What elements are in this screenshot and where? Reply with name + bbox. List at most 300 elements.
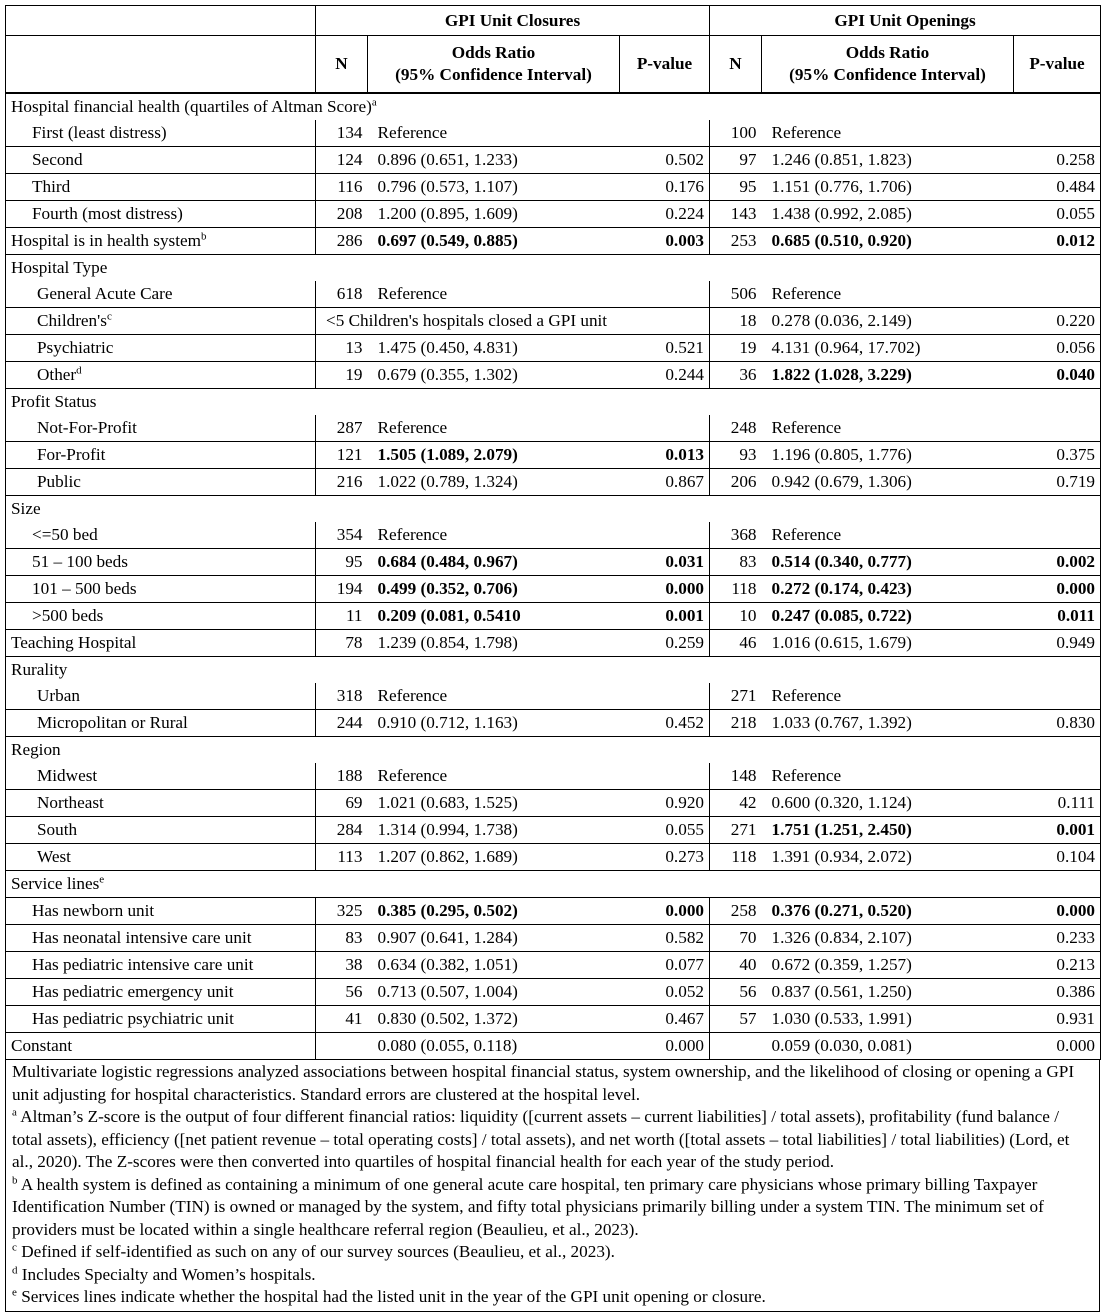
closures-p-value: 0.055 [620, 817, 710, 844]
row-label: Has pediatric emergency unit [32, 982, 234, 1001]
openings-p-value [1014, 415, 1101, 442]
closures-n: 286 [316, 228, 368, 255]
row-label: 51 – 100 beds [32, 552, 128, 571]
header-row-columns [6, 36, 1101, 94]
openings-p-value: 0.011 [1014, 603, 1101, 630]
openings-n: 42 [710, 790, 762, 817]
openings-odds-ratio: 1.751 (1.251, 2.450) [762, 817, 1014, 844]
row-label-cell [6, 335, 316, 362]
row-label: West [37, 847, 71, 866]
row-label: >500 beds [32, 606, 104, 625]
openings-n-header: N [710, 36, 762, 94]
openings-odds-ratio: 0.600 (0.320, 1.124) [762, 790, 1014, 817]
closures-p-value [620, 281, 710, 308]
closures-p-value: 0.244 [620, 362, 710, 389]
table-row [6, 120, 1101, 147]
openings-p-value: 0.040 [1014, 362, 1101, 389]
closures-p-value: 0.000 [620, 898, 710, 925]
or-header-line2: (95% Confidence Interval) [395, 65, 592, 84]
openings-p-value: 0.931 [1014, 1006, 1101, 1033]
openings-odds-ratio: Reference [771, 123, 842, 142]
table-row [6, 281, 1101, 308]
note-d-mark: d [12, 1263, 18, 1276]
closures-n-header: N [316, 36, 368, 94]
closures-odds-ratio: Reference [377, 766, 448, 785]
note-b [12, 1174, 1093, 1242]
row-label: Urban [37, 686, 80, 705]
openings-or-header [762, 36, 1014, 94]
openings-p-value: 0.000 [1014, 898, 1101, 925]
closures-n: 284 [316, 817, 368, 844]
openings-n: 100 [710, 120, 762, 147]
note-intro: Multivariate logistic regressions analyzed associations between hospital financial status, system ownership, and the likelihood of closing or opening a GPI unit adjusting for hospital characteristics. Standard errors are clustered at the hospital level. [12, 1062, 1075, 1104]
row-label: Psychiatric [37, 338, 114, 357]
closures-n: 56 [316, 979, 368, 1006]
row-label: First (least distress) [32, 123, 167, 142]
table-row [6, 522, 1101, 549]
openings-p-value [1014, 120, 1101, 147]
section-row [6, 255, 1101, 282]
openings-p-value [1014, 522, 1101, 549]
note-a [12, 1106, 1093, 1174]
closures-n: 325 [316, 898, 368, 925]
row-label-cell [6, 201, 316, 228]
row-label: Midwest [37, 766, 98, 785]
header-blank-cell [6, 6, 316, 36]
closures-p-value: 0.000 [620, 576, 710, 603]
openings-n: 83 [710, 549, 762, 576]
openings-p-value: 0.111 [1014, 790, 1101, 817]
openings-p-value [1014, 281, 1101, 308]
openings-n: 57 [710, 1006, 762, 1033]
note-c-mark: c [12, 1241, 17, 1254]
row-label-cell [6, 630, 316, 657]
table-row [6, 576, 1101, 603]
openings-n: 46 [710, 630, 762, 657]
or-header-line2: (95% Confidence Interval) [789, 65, 986, 84]
closures-p-value: 0.077 [620, 952, 710, 979]
note-e [12, 1286, 1093, 1309]
note-c-text: Defined if self-identified as such on any of our survey sources (Beaulieu, et al., 2023). [21, 1242, 615, 1261]
closures-p-value: 0.031 [620, 549, 710, 576]
table-row [6, 898, 1101, 925]
openings-n: 19 [710, 335, 762, 362]
section-row [6, 871, 1101, 898]
closures-odds-ratio: Reference [377, 284, 448, 303]
openings-n: 36 [710, 362, 762, 389]
closures-odds-ratio: 1.314 (0.994, 1.738) [368, 817, 620, 844]
openings-n: 148 [710, 763, 762, 790]
closures-p-value [620, 415, 710, 442]
closures-p-value [620, 683, 710, 710]
row-label-cell [6, 147, 316, 174]
note-e-text: Services lines indicate whether the hospital had the listed unit in the year of the GPI unit opening or closure. [21, 1287, 766, 1306]
closures-odds-ratio: 1.239 (0.854, 1.798) [368, 630, 620, 657]
closures-n: 618 [316, 281, 368, 308]
openings-n: 93 [710, 442, 762, 469]
openings-p-value: 0.949 [1014, 630, 1101, 657]
closures-n: 83 [316, 925, 368, 952]
openings-p-value: 0.012 [1014, 228, 1101, 255]
table-row [6, 147, 1101, 174]
row-label-cell [6, 1033, 316, 1060]
openings-p-value: 0.000 [1014, 576, 1101, 603]
openings-odds-ratio: 0.837 (0.561, 1.250) [762, 979, 1014, 1006]
closures-odds-ratio: 0.907 (0.641, 1.284) [368, 925, 620, 952]
table-row [6, 817, 1101, 844]
row-label: Has pediatric psychiatric unit [32, 1009, 234, 1028]
row-label: General Acute Care [37, 284, 173, 303]
closures-n: 113 [316, 844, 368, 871]
openings-n: 40 [710, 952, 762, 979]
openings-odds-ratio: 0.059 (0.030, 0.081) [762, 1033, 1014, 1060]
header-blank-cell [6, 36, 316, 94]
openings-p-value: 0.258 [1014, 147, 1101, 174]
closures-odds-ratio: 1.021 (0.683, 1.525) [368, 790, 620, 817]
closures-odds-ratio: 0.796 (0.573, 1.107) [368, 174, 620, 201]
openings-odds-ratio: Reference [771, 766, 842, 785]
closures-n: 134 [316, 120, 368, 147]
openings-p-value: 0.386 [1014, 979, 1101, 1006]
table-row [6, 549, 1101, 576]
openings-odds-ratio: 1.016 (0.615, 1.679) [762, 630, 1014, 657]
openings-odds-ratio: 0.672 (0.359, 1.257) [762, 952, 1014, 979]
closures-odds-ratio: 1.200 (0.895, 1.609) [368, 201, 620, 228]
table-row [6, 442, 1101, 469]
row-label-cell [6, 737, 1101, 764]
row-label: Constant [11, 1036, 73, 1055]
openings-n: 143 [710, 201, 762, 228]
openings-n: 97 [710, 147, 762, 174]
openings-odds-ratio: 1.822 (1.028, 3.229) [762, 362, 1014, 389]
openings-odds-ratio: Reference [771, 525, 842, 544]
row-label-cell [6, 844, 316, 871]
closures-n: 244 [316, 710, 368, 737]
openings-n: 271 [710, 817, 762, 844]
closures-odds-ratio: 0.080 (0.055, 0.118) [368, 1033, 620, 1060]
section-row [6, 93, 1101, 120]
closures-p-value: 0.259 [620, 630, 710, 657]
openings-n: 10 [710, 603, 762, 630]
row-label-cell [6, 522, 316, 549]
table-row [6, 710, 1101, 737]
closures-n: 354 [316, 522, 368, 549]
openings-n: 56 [710, 979, 762, 1006]
openings-odds-ratio: 1.033 (0.767, 1.392) [762, 710, 1014, 737]
table-row [6, 790, 1101, 817]
row-label-cell [6, 255, 1101, 282]
closures-n: 19 [316, 362, 368, 389]
closures-odds-ratio: 0.684 (0.484, 0.967) [368, 549, 620, 576]
row-label-cell [6, 442, 316, 469]
row-label: Third [32, 177, 71, 196]
openings-p-value: 0.055 [1014, 201, 1101, 228]
openings-n: 506 [710, 281, 762, 308]
closures-p-value: 0.467 [620, 1006, 710, 1033]
openings-odds-ratio: Reference [771, 284, 842, 303]
note-c [12, 1241, 1093, 1264]
row-label: Northeast [37, 793, 104, 812]
row-label: Has neonatal intensive care unit [32, 928, 252, 947]
table-row [6, 844, 1101, 871]
openings-n: 271 [710, 683, 762, 710]
note-e-mark: e [12, 1286, 17, 1299]
openings-odds-ratio: 0.942 (0.679, 1.306) [762, 469, 1014, 496]
section-row [6, 657, 1101, 684]
closures-p-value: 0.920 [620, 790, 710, 817]
openings-odds-ratio: 1.030 (0.533, 1.991) [762, 1006, 1014, 1033]
closures-p-value [620, 120, 710, 147]
table-row [6, 1033, 1101, 1060]
openings-p-value: 0.213 [1014, 952, 1101, 979]
closures-p-value: 0.452 [620, 710, 710, 737]
row-label: Service lines [11, 874, 100, 893]
openings-n: 218 [710, 710, 762, 737]
openings-n [710, 1033, 762, 1060]
row-label-cell [6, 952, 316, 979]
closures-p-value [620, 522, 710, 549]
footnote-mark: c [106, 310, 112, 323]
row-label: Size [11, 499, 41, 518]
closures-odds-ratio: Reference [377, 123, 448, 142]
header-row-groups [6, 6, 1101, 36]
openings-p-value: 0.375 [1014, 442, 1101, 469]
closures-odds-ratio: 0.910 (0.712, 1.163) [368, 710, 620, 737]
closures-or-header [368, 36, 620, 94]
openings-p-value: 0.220 [1014, 308, 1101, 335]
row-label-cell [6, 817, 316, 844]
closures-odds-ratio: 1.022 (0.789, 1.324) [368, 469, 620, 496]
row-label-cell [6, 657, 1101, 684]
openings-n: 206 [710, 469, 762, 496]
openings-odds-ratio: 0.376 (0.271, 0.520) [762, 898, 1014, 925]
note-a-text: Altman’s Z-score is the output of four different financial ratios: liquidity ([current assets – current liabilities] / total assets), profitability (fund balance / total assets), efficiency ([net patient revenue – total operating costs] / total assets), and net worth ([total assets – total liabilities] / total liabilities) (Lord, et al., 2020). The Z-scores were then converted into quartiles of hospital financial health for each year of the study period. [12, 1107, 1070, 1171]
row-label: Has newborn unit [32, 901, 155, 920]
row-label: South [37, 820, 78, 839]
row-label: Teaching Hospital [11, 633, 137, 652]
row-label-cell [6, 120, 316, 147]
row-label-cell [6, 174, 316, 201]
closures-n: 124 [316, 147, 368, 174]
openings-n: 248 [710, 415, 762, 442]
openings-odds-ratio: Reference [771, 686, 842, 705]
closures-odds-ratio: 0.697 (0.549, 0.885) [368, 228, 620, 255]
row-label-cell [6, 415, 316, 442]
closures-n: 13 [316, 335, 368, 362]
openings-p-value: 0.830 [1014, 710, 1101, 737]
closures-p-value: 0.001 [620, 603, 710, 630]
openings-odds-ratio: 0.685 (0.510, 0.920) [762, 228, 1014, 255]
row-label-cell [6, 228, 316, 255]
closures-odds-ratio: Reference [377, 418, 448, 437]
section-row [6, 389, 1101, 416]
openings-p-value: 0.002 [1014, 549, 1101, 576]
row-label: Other [37, 365, 77, 384]
row-label: Hospital Type [11, 258, 108, 277]
openings-n: 118 [710, 844, 762, 871]
closures-span-note: <5 Children's hospitals closed a GPI unit [316, 308, 710, 335]
openings-p-value: 0.104 [1014, 844, 1101, 871]
openings-p-value: 0.719 [1014, 469, 1101, 496]
row-label-cell [6, 93, 1101, 120]
note-b-mark: b [12, 1173, 18, 1186]
closures-p-value: 0.003 [620, 228, 710, 255]
closures-n: 38 [316, 952, 368, 979]
table-row [6, 362, 1101, 389]
footnote-mark: a [371, 96, 377, 109]
note-a-mark: a [12, 1106, 17, 1119]
openings-n: 118 [710, 576, 762, 603]
closures-p-value: 0.502 [620, 147, 710, 174]
row-label: Fourth (most distress) [32, 204, 183, 223]
row-label: Children's [37, 311, 107, 330]
closures-p-value: 0.582 [620, 925, 710, 952]
closures-n: 69 [316, 790, 368, 817]
row-label: Region [11, 740, 61, 759]
row-label-cell [6, 1006, 316, 1033]
closures-p-value [620, 763, 710, 790]
table-row [6, 603, 1101, 630]
closures-n: 318 [316, 683, 368, 710]
row-label-cell [6, 925, 316, 952]
openings-p-value [1014, 763, 1101, 790]
row-label-cell [6, 603, 316, 630]
row-label-cell [6, 362, 316, 389]
table-row [6, 763, 1101, 790]
row-label-cell [6, 979, 316, 1006]
closures-n [316, 1033, 368, 1060]
row-label: Hospital financial health (quartiles of Altman Score) [11, 97, 372, 116]
openings-n: 258 [710, 898, 762, 925]
note-d-text: Includes Specialty and Women’s hospitals. [21, 1264, 316, 1284]
table-row [6, 630, 1101, 657]
closures-p-value: 0.273 [620, 844, 710, 871]
openings-odds-ratio: 4.131 (0.964, 17.702) [762, 335, 1014, 362]
row-label-cell [6, 763, 316, 790]
row-label-cell [6, 496, 1101, 523]
note-b-text: A health system is defined as containing a minimum of one general acute care hospital, ten primary care physicians whose primary billing Taxpayer Identification Number (TIN) is owned or managed by the system, and fifty total physicians primarily billing under a system TIN. The minimum set of providers must be located within a single healthcare referral region (Beaulieu, et al., 2023). [12, 1174, 1044, 1239]
closures-odds-ratio: 0.385 (0.295, 0.502) [368, 898, 620, 925]
closures-p-value: 0.052 [620, 979, 710, 1006]
row-label-cell [6, 871, 1101, 898]
openings-odds-ratio: 1.326 (0.834, 2.107) [762, 925, 1014, 952]
closures-odds-ratio: Reference [377, 686, 448, 705]
openings-odds-ratio: 1.438 (0.992, 2.085) [762, 201, 1014, 228]
row-label-cell [6, 898, 316, 925]
openings-odds-ratio: 1.151 (0.776, 1.706) [762, 174, 1014, 201]
openings-p-value: 0.233 [1014, 925, 1101, 952]
openings-n: 253 [710, 228, 762, 255]
openings-n: 70 [710, 925, 762, 952]
closures-odds-ratio: 0.499 (0.352, 0.706) [368, 576, 620, 603]
openings-odds-ratio: 1.246 (0.851, 1.823) [762, 147, 1014, 174]
row-label: Micropolitan or Rural [37, 713, 188, 732]
closures-p-value: 0.000 [620, 1033, 710, 1060]
openings-p-header: P-value [1014, 36, 1101, 94]
closures-p-value: 0.013 [620, 442, 710, 469]
row-label-cell [6, 469, 316, 496]
row-label-cell [6, 710, 316, 737]
row-label-cell [6, 683, 316, 710]
table-row [6, 174, 1101, 201]
table-row [6, 1006, 1101, 1033]
closures-odds-ratio: 1.207 (0.862, 1.689) [368, 844, 620, 871]
closures-n: 216 [316, 469, 368, 496]
openings-odds-ratio: 0.247 (0.085, 0.722) [762, 603, 1014, 630]
openings-header: GPI Unit Openings [710, 6, 1101, 36]
row-label: Public [37, 472, 81, 491]
row-label-cell [6, 790, 316, 817]
footnote-mark: d [76, 364, 82, 377]
row-label: Second [32, 150, 83, 169]
closures-n: 95 [316, 549, 368, 576]
regression-results-document [5, 5, 1100, 1312]
closures-p-value: 0.176 [620, 174, 710, 201]
row-label-cell [6, 389, 1101, 416]
table-notes [5, 1060, 1100, 1312]
table-row [6, 308, 1101, 335]
closures-header: GPI Unit Closures [316, 6, 710, 36]
table-row [6, 335, 1101, 362]
row-label-cell [6, 576, 316, 603]
row-label-cell [6, 549, 316, 576]
row-label: <=50 bed [32, 525, 98, 544]
row-label-cell [6, 308, 316, 335]
row-label: Has pediatric intensive care unit [32, 955, 254, 974]
openings-p-value: 0.484 [1014, 174, 1101, 201]
table-row [6, 952, 1101, 979]
row-label: 101 – 500 beds [32, 579, 137, 598]
closures-odds-ratio: 0.713 (0.507, 1.004) [368, 979, 620, 1006]
openings-odds-ratio: 1.196 (0.805, 1.776) [762, 442, 1014, 469]
closures-odds-ratio: 1.475 (0.450, 4.831) [368, 335, 620, 362]
note-d [12, 1264, 1093, 1287]
closures-odds-ratio: 0.209 (0.081, 0.5410 [368, 603, 620, 630]
or-header-line1: Odds Ratio [845, 43, 930, 62]
closures-odds-ratio: 1.505 (1.089, 2.079) [368, 442, 620, 469]
row-label-cell [6, 281, 316, 308]
footnote-mark: b [201, 230, 207, 243]
closures-p-value: 0.521 [620, 335, 710, 362]
table-row [6, 925, 1101, 952]
openings-p-value: 0.000 [1014, 1033, 1101, 1060]
openings-p-value: 0.001 [1014, 817, 1101, 844]
openings-n: 95 [710, 174, 762, 201]
row-label: Hospital is in health system [11, 231, 202, 250]
closures-p-value: 0.867 [620, 469, 710, 496]
regression-table [5, 5, 1101, 1060]
openings-n: 18 [710, 308, 762, 335]
closures-odds-ratio: 0.679 (0.355, 1.302) [368, 362, 620, 389]
section-row [6, 737, 1101, 764]
openings-p-value [1014, 683, 1101, 710]
closures-odds-ratio: 0.634 (0.382, 1.051) [368, 952, 620, 979]
openings-p-value: 0.056 [1014, 335, 1101, 362]
footnote-mark: e [99, 873, 105, 886]
table-row [6, 469, 1101, 496]
closures-n: 41 [316, 1006, 368, 1033]
closures-p-value: 0.224 [620, 201, 710, 228]
row-label: Rurality [11, 660, 68, 679]
table-row [6, 683, 1101, 710]
closures-odds-ratio: 0.896 (0.651, 1.233) [368, 147, 620, 174]
closures-n: 208 [316, 201, 368, 228]
row-label: For-Profit [37, 445, 106, 464]
section-row [6, 496, 1101, 523]
openings-odds-ratio: 0.514 (0.340, 0.777) [762, 549, 1014, 576]
table-row [6, 979, 1101, 1006]
or-header-line1: Odds Ratio [451, 43, 536, 62]
